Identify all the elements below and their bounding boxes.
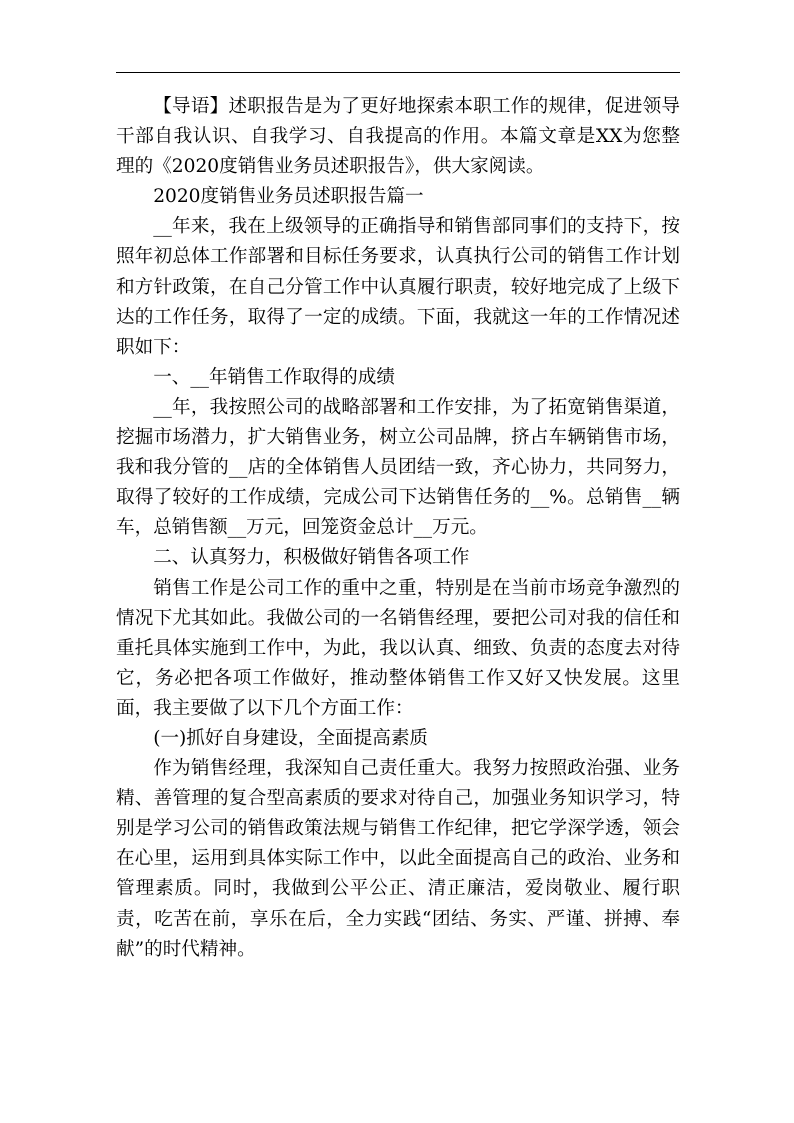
body-paragraph: __年，我按照公司的战略部署和工作安排，为了拓宽销售渠道，挖掘市场潜力，扩大销售业务，树立公司品牌，挤占车辆销售市场，我和我分管的__店的全体销售人员团结一致，齐心协力，共同努力，取得了较好的工作成绩，完成公司下达销售任务的__%。总销售__辆车，总销售额__万元，回笼资金总计__万元。 xyxy=(116,396,680,539)
body-paragraph: __年来，我在上级领导的正确指导和销售部同事们的支持下，按照年初总体工作部署和目标任务要求，认真执行公司的销售工作计划和方针政策，在自己分管工作中认真履行职责，较好地完成了上级下达的工作任务，取得了一定的成绩。下面，我就这一年的工作情况述职如下： xyxy=(116,216,680,358)
body-paragraph: 销售工作是公司工作的重中之重，特别是在当前市场竞争激烈的情况下尤其如此。我做公司的一名销售经理，要把公司对我的信任和重托具体实施到工作中，为此，我以认真、细致、负责的态度去对待它，务必把各项工作做好，推动整体销售工作又好又快发展。这里面，我主要做了以下几个方面工作： xyxy=(116,577,680,719)
section-title: 2020度销售业务员述职报告篇一 xyxy=(153,186,424,208)
document-body xyxy=(116,92,680,965)
body-paragraph: 作为销售经理，我深知自己责任重大。我努力按照政治强、业务精、善管理的复合型高素质的要求对待自己，加强业务知识学习，特别是学习公司的销售政策法规与销售工作纪律，把它学深学透，领会在心里，运用到具体实际工作中，以此全面提高自己的政治、业务和管理素质。同时，我做到公平公正、清正廉洁，爱岗敬业、履行职责，吃苦在前，享乐在后，全力实践“团结、务实、严谨、拼搏、奉献”的时代精神。 xyxy=(116,758,680,960)
heading-1: 一、__年销售工作取得的成绩 xyxy=(153,366,395,388)
intro-paragraph: 【导语】述职报告是为了更好地探索本职工作的规律，促进领导干部自我认识、自我学习、自我提高的作用。本篇文章是XX为您整理的《2020度销售业务员述职报告》，供大家阅读。 xyxy=(116,96,680,178)
header-rule xyxy=(116,72,680,73)
subheading-1: (一)抓好自身建设，全面提高素质 xyxy=(153,727,429,749)
heading-2: 二、认真努力，积极做好销售各项工作 xyxy=(153,547,470,569)
